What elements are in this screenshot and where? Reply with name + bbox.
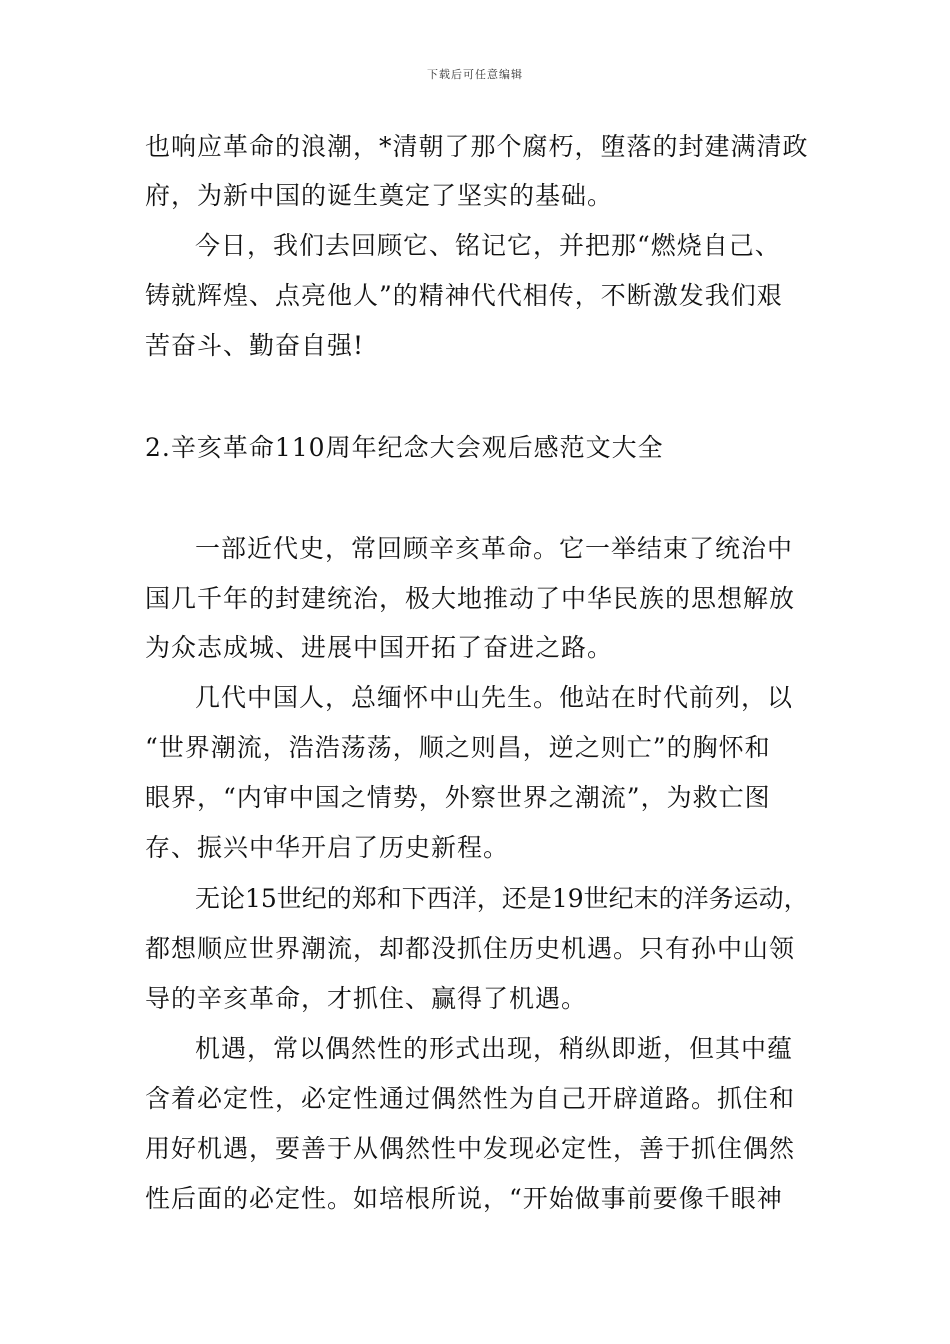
text-line: 含着必定性，必定性通过偶然性为自己开辟道路。抓住和	[145, 1084, 796, 1113]
text-line: 几代中国人，总缅怀中山先生。他站在时代前列，以	[195, 683, 794, 712]
text-line: 用好机遇，要善于从偶然性中发现必定性，善于抓住偶然	[145, 1134, 796, 1163]
text-line: 机遇，常以偶然性的形式出现，稍纵即逝，但其中蕴	[195, 1034, 794, 1063]
text-line: 也响应革命的浪潮，*清朝了那个腐朽，堕落的封建满清政	[145, 132, 809, 161]
text-line: 为众志成城、进展中国开拓了奋进之路。	[145, 633, 614, 662]
text-line: 铸就辉煌、点亮他人”的精神代代相传，不断激发我们艰	[145, 281, 783, 310]
text-line: 一部近代史，常回顾辛亥革命。它一举结束了统治中	[195, 534, 794, 563]
text-line: 苦奋斗、勤奋自强!	[145, 331, 365, 360]
text-line: 都想顺应世界潮流，却都没抓住历史机遇。只有孙中山领	[145, 934, 796, 963]
text-line: 今日，我们去回顾它、铭记它，并把那“燃烧自己、	[195, 231, 781, 260]
text-line: 存、振兴中华开启了历史新程。	[145, 833, 510, 862]
text-line: “世界潮流，浩浩荡荡，顺之则昌，逆之则亡”的胸怀和	[145, 733, 771, 762]
section-heading: 2.辛亥革命110周年纪念大会观后感范文大全	[145, 433, 664, 462]
text-line: 无论15世纪的郑和下西洋，还是19世纪末的洋务运动，	[195, 884, 809, 913]
page-header-note: 下载后可任意编辑	[427, 68, 523, 81]
text-line: 国几千年的封建统治，极大地推动了中华民族的思想解放	[145, 584, 796, 613]
text-line: 性后面的必定性。如培根所说，“开始做事前要像千眼神	[145, 1184, 783, 1213]
text-line: 府，为新中国的诞生奠定了坚实的基础。	[145, 181, 614, 210]
text-line: 导的辛亥革命，才抓住、赢得了机遇。	[145, 984, 588, 1013]
text-line: 眼界，“内审中国之情势，外察世界之潮流”，为救亡图	[145, 783, 771, 812]
